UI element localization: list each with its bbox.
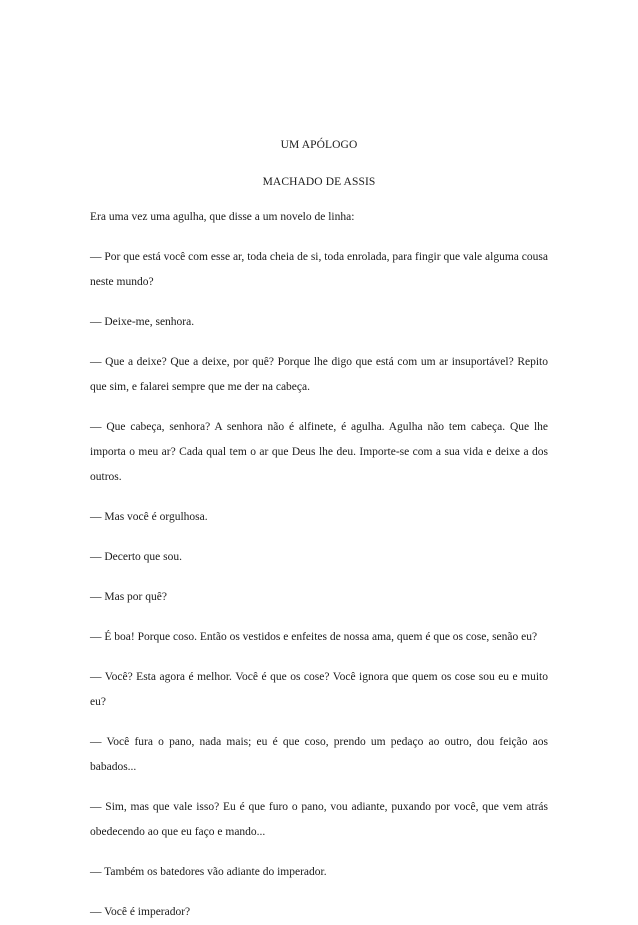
- document-body: [90, 205, 548, 925]
- paragraph: — Você fura o pano, nada mais; eu é que coso, prendo um pedaço ao outro, dou feição aos babados...: [90, 736, 548, 773]
- paragraph: — Também os batedores vão adiante do imperador.: [90, 866, 327, 878]
- paragraph: Era uma vez uma agulha, que disse a um novelo de linha:: [90, 211, 355, 223]
- document-title: UM APÓLOGO: [280, 139, 358, 151]
- paragraph: — Por que está você com esse ar, toda cheia de si, toda enrolada, para fingir que vale alguma cousa neste mundo?: [90, 251, 548, 288]
- paragraph: — Você? Esta agora é melhor. Você é que os cose? Você ignora que quem os cose sou eu e muito eu?: [90, 671, 548, 708]
- paragraph: — Mas você é orgulhosa.: [90, 511, 208, 523]
- paragraph: — Que a deixe? Que a deixe, por quê? Porque lhe digo que está com um ar insuportável? Repito que sim, e falarei sempre que me der na cabeça.: [90, 356, 548, 393]
- paragraph: — Deixe-me, senhora.: [90, 316, 195, 328]
- paragraph: — Sim, mas que vale isso? Eu é que furo o pano, vou adiante, puxando por você, que vem atrás obedecendo ao que eu faço e mando...: [90, 801, 548, 838]
- paragraph: — Decerto que sou.: [90, 551, 182, 563]
- paragraph: — Que cabeça, senhora? A senhora não é alfinete, é agulha. Agulha não tem cabeça. Que lhe importa o meu ar? Cada qual tem o ar que Deus lhe deu. Importe-se com a sua vida e deixe a dos outros.: [90, 421, 548, 483]
- paragraph: — Você é imperador?: [90, 906, 191, 918]
- document-author: MACHADO DE ASSIS: [262, 176, 376, 188]
- document-page: [90, 0, 548, 918]
- paragraph: — É boa! Porque coso. Então os vestidos e enfeites de nossa ama, quem é que os cose, senão eu?: [90, 631, 538, 643]
- paragraph: — Mas por quê?: [90, 591, 167, 603]
